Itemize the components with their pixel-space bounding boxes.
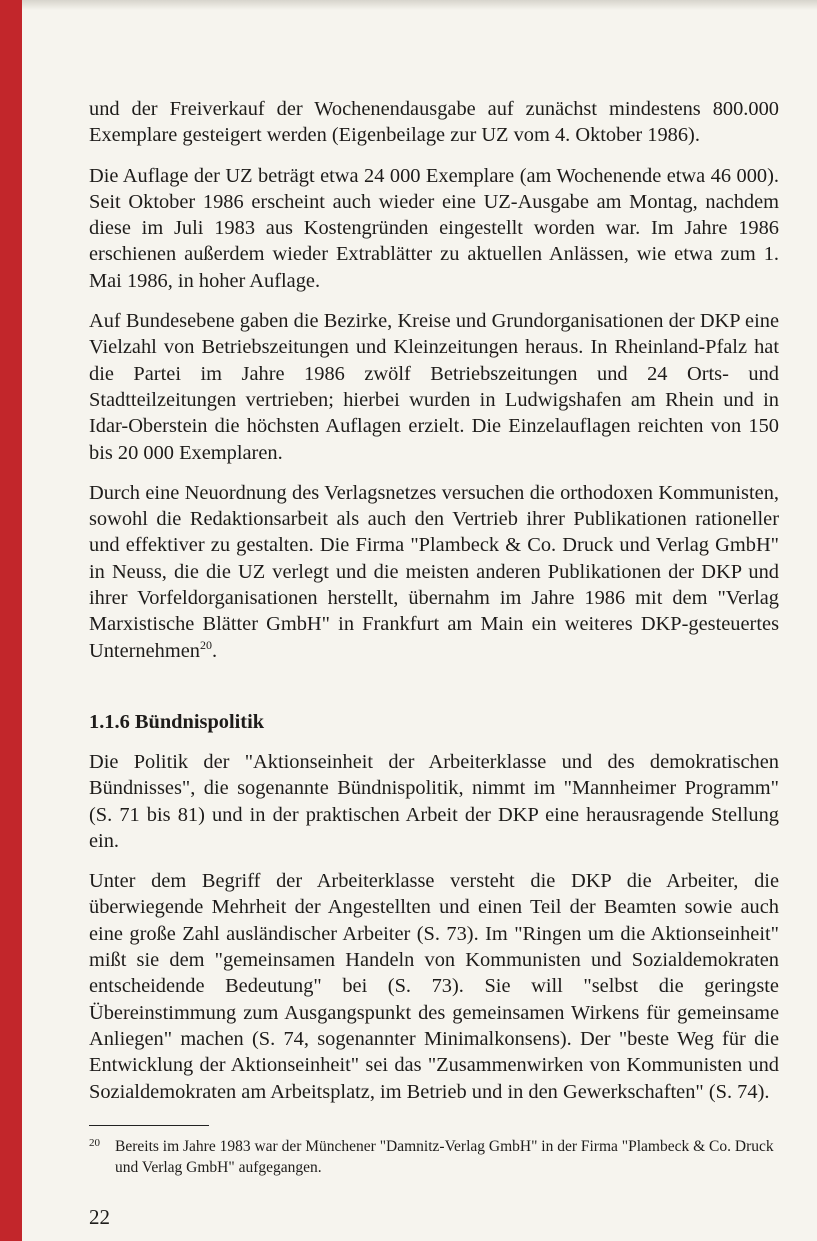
top-edge-shadow <box>22 0 817 10</box>
paragraph-4-text: Durch eine Neuordnung des Verlagsnetzes versuchen die orthodoxen Kommunisten, sowohl die Redaktionsarbeit als auch den Vertrieb ihrer Publikationen rationeller und effektiver zu gestalten. Die Firma "Plambeck & Co. Druck und Verlag GmbH" in Neuss, die die UZ verlegt und die meisten anderen Publikationen der DKP und ihrer Vorfeldorganisationen herstellt, übernahm im Jahre 1986 mit dem "Verlag Marxistische Blätter GmbH" in Frankfurt am Main ein weiteres DKP-gesteuertes Unternehmen <box>89 481 779 662</box>
footnote-number: 20 <box>89 1136 100 1149</box>
paragraph-3: Auf Bundesebene gaben die Bezirke, Kreise und Grundorganisationen der DKP eine Vielzahl von Betriebszeitungen und Kleinzeitungen heraus. In Rheinland-Pfalz hat die Partei im Jahre 1986 zwölf Betriebszeitungen und 24 Orts- und Stadtteilzeitungen vertrieben; hierbei wurden in Ludwigshafen am Rhein und in Idar-Oberstein die höchsten Auflagen erzielt. Die Einzelauflagen reichten von 150 bis 20 000 Exemplaren. <box>89 310 779 464</box>
paragraph-4 <box>89 480 779 664</box>
footnote-reference[interactable]: 20 <box>199 637 212 652</box>
paragraph-2: Die Auflage der UZ beträgt etwa 24 000 Exemplare (am Wochenende etwa 46 000). Seit Oktober 1986 erscheint auch wieder eine UZ-Ausgabe am Montag, nachdem diese im Juli 1983 aus Kostengründen eingestellt worden war. Im Jahre 1986 erschienen außerdem wieder Extrablätter zu aktuellen Anlässen, wie etwa zum 1. Mai 1986, in hoher Auflage. <box>89 164 779 292</box>
section-paragraph-1: Die Politik der "Aktionseinheit der Arbeiterklasse und des demokratischen Bündnisses", die sogenannte Bündnispolitik, nimmt im "Mannheimer Programm" (S. 71 bis 81) und in der praktischen Arbeit der DKP eine herausragende Stellung ein. <box>89 750 779 852</box>
page-body <box>89 96 779 1178</box>
footnote <box>89 1136 779 1178</box>
paragraph-1: und der Freiverkauf der Wochenendausgabe auf zunächst mindestens 800.000 Exemplare gesteigert werden (Eigenbeilage zur UZ vom 4. Oktober 1986). <box>89 98 779 147</box>
section-paragraph-2: Unter dem Begriff der Arbeiterklasse versteht die DKP die Arbeiter, die überwiegende Mehrheit der Angestellten und einen Teil der Beamten sowie auch eine große Zahl ausländischer Arbeiter (S. 73). Im "Ringen um die Aktionseinheit" mißt sie dem "gemeinsamen Handeln von Kommunisten und Sozialdemokraten entscheidende Bedeutung" bei (S. 73). Sie will "selbst die geringste Übereinstimmung zum Ausgangspunkt des gemeinsamen Wirkens für gemeinsame Anliegen" machen (S. 74, sogenannter Minimalkonsens). Der "beste Weg für die Entwicklung der Aktionseinheit" sei das "Zusammenwirken von Kommunisten und Sozialdemokraten am Arbeitsplatz, im Betrieb und in den Gewerkschaften" (S. 74). <box>89 870 779 1103</box>
page-number: 22 <box>89 1205 110 1229</box>
red-page-edge <box>0 0 22 1241</box>
footnote-divider <box>89 1125 209 1126</box>
section-heading: 1.1.6 Bündnispolitik <box>89 710 265 733</box>
paragraph-4-end: . <box>211 639 218 662</box>
footnote-text: Bereits im Jahre 1983 war der Münchener "Damnitz-Verlag GmbH" in der Firma "Plambeck & Co. Druck und Verlag GmbH" aufgegangen. <box>115 1137 774 1176</box>
